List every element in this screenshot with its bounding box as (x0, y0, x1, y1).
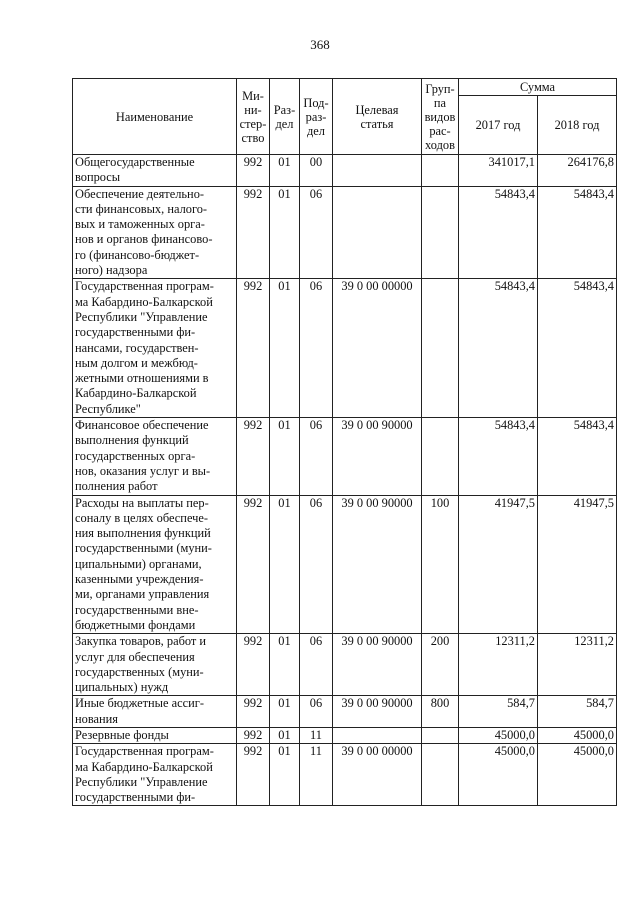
section-code: 01 (270, 696, 300, 728)
header-subsection: Под- раз- дел (300, 79, 333, 155)
row-name-line: нов, оказания услуг и вы- (75, 463, 211, 478)
row-name-line: Резервные фонды (75, 727, 169, 742)
subsection-code: 06 (300, 279, 333, 418)
row-name-line: полнения работ (75, 479, 158, 494)
amount-2018: 12311,2 (538, 634, 617, 696)
row-name-line: нов и органов финансово- (75, 232, 213, 247)
subsection-code: 06 (300, 495, 333, 634)
row-name-line: государственных (муни- (75, 664, 204, 679)
row-name-line: Закупка товаров, работ и (75, 634, 207, 649)
section-code: 01 (270, 495, 300, 634)
subsection-code: 11 (300, 727, 333, 743)
header-section: Раз- дел (270, 79, 300, 155)
amount-2017: 584,7 (459, 696, 538, 728)
section-code: 01 (270, 418, 300, 495)
ministry-code: 992 (237, 279, 270, 418)
ministry-code: 992 (237, 696, 270, 728)
amount-2018: 41947,5 (538, 495, 617, 634)
row-name-line: услуг для обеспечения (75, 649, 195, 664)
row-name-line: государственными вне- (75, 602, 199, 617)
ministry-code: 992 (237, 155, 270, 187)
row-name-line: вопросы (75, 170, 121, 185)
target-article: 39 0 00 90000 (333, 418, 422, 495)
subsection-code: 00 (300, 155, 333, 187)
row-name (73, 279, 237, 418)
row-name-line: государственными фи- (75, 325, 196, 340)
table-row (73, 744, 617, 806)
row-name-line: выполнения функций (75, 433, 189, 448)
row-name-line: Общегосударственные (75, 155, 195, 169)
row-name (73, 495, 237, 634)
subsection-code: 11 (300, 744, 333, 806)
table-row (73, 634, 617, 696)
subsection-code: 06 (300, 418, 333, 495)
row-name-line: ма Кабардино-Балкарской (75, 294, 213, 309)
amount-2018: 45000,0 (538, 727, 617, 743)
ministry-code: 992 (237, 744, 270, 806)
table-row (73, 186, 617, 279)
budget-table (72, 78, 617, 806)
amount-2018: 584,7 (538, 696, 617, 728)
subsection-code: 06 (300, 696, 333, 728)
header-target: Целевая статья (333, 79, 422, 155)
amount-2018: 45000,0 (538, 744, 617, 806)
header-group: Груп- па видов рас- ходов (422, 79, 459, 155)
amount-2017: 54843,4 (459, 279, 538, 418)
page-number: 368 (310, 37, 330, 52)
row-name-line: казенными учреждения- (75, 572, 204, 587)
row-name (73, 155, 237, 187)
expense-group (422, 155, 459, 187)
table-row (73, 495, 617, 634)
ministry-code: 992 (237, 727, 270, 743)
table-row (73, 155, 617, 187)
subsection-code: 06 (300, 634, 333, 696)
amount-2017: 45000,0 (459, 727, 538, 743)
row-name-line: ного) надзора (75, 263, 148, 278)
expense-group: 200 (422, 634, 459, 696)
row-name (73, 418, 237, 495)
section-code: 01 (270, 279, 300, 418)
row-name-line: Республике" (75, 401, 141, 416)
row-name (73, 634, 237, 696)
header-name: Наименование (73, 79, 237, 155)
row-name-line: ми, органами управления (75, 587, 210, 602)
expense-group (422, 279, 459, 418)
section-code: 01 (270, 186, 300, 279)
expense-group: 800 (422, 696, 459, 728)
subsection-code: 06 (300, 186, 333, 279)
amount-2017: 45000,0 (459, 744, 538, 806)
header-ministry: Ми- ни- стер- ство (237, 79, 270, 155)
row-name-line: Государственная програм- (75, 279, 214, 294)
row-name (73, 696, 237, 728)
row-name-line: Республики "Управление (75, 774, 208, 789)
target-article: 39 0 00 90000 (333, 495, 422, 634)
row-name-line: Иные бюджетные ассиг- (75, 696, 204, 711)
row-name-line: Кабардино-Балкарской (75, 386, 197, 401)
table-row (73, 696, 617, 728)
table-row (73, 418, 617, 495)
section-code: 01 (270, 744, 300, 806)
section-code: 01 (270, 634, 300, 696)
row-name-line: государственными (муни- (75, 541, 212, 556)
row-name-line: Республики "Управление (75, 309, 208, 324)
expense-group (422, 186, 459, 279)
row-name-line: вых и таможенных орга- (75, 217, 205, 232)
ministry-code: 992 (237, 634, 270, 696)
row-name-line: ципальных) нужд (75, 680, 169, 695)
target-article: 39 0 00 00000 (333, 744, 422, 806)
amount-2017: 54843,4 (459, 418, 538, 495)
amount-2018: 264176,8 (538, 155, 617, 187)
row-name-line: государственных орга- (75, 448, 196, 463)
table-row (73, 279, 617, 418)
row-name-line: ния выполнения функций (75, 526, 211, 541)
row-name-line: государственными фи- (75, 790, 196, 805)
row-name-line: соналу в целях обеспече- (75, 510, 208, 525)
amount-2017: 54843,4 (459, 186, 538, 279)
row-name-line: го (финансово-бюджет- (75, 247, 200, 262)
row-name-line: Финансовое обеспечение (75, 418, 209, 433)
section-code: 01 (270, 155, 300, 187)
row-name-line: жетными отношениями в (75, 371, 209, 386)
row-name-line: ма Кабардино-Балкарской (75, 759, 213, 774)
row-name (73, 186, 237, 279)
header-sum: Сумма (459, 79, 617, 96)
expense-group (422, 727, 459, 743)
amount-2018: 54843,4 (538, 279, 617, 418)
expense-group (422, 744, 459, 806)
row-name-line: нования (75, 711, 118, 726)
ministry-code: 992 (237, 186, 270, 279)
amount-2018: 54843,4 (538, 418, 617, 495)
amount-2017: 12311,2 (459, 634, 538, 696)
amount-2017: 341017,1 (459, 155, 538, 187)
header-year-2018: 2018 год (538, 96, 617, 155)
amount-2018: 54843,4 (538, 186, 617, 279)
row-name-line: ным долгом и межбюд- (75, 355, 198, 370)
expense-group: 100 (422, 495, 459, 634)
expense-group (422, 418, 459, 495)
ministry-code: 992 (237, 495, 270, 634)
row-name-line: ципальными) органами, (75, 556, 202, 571)
row-name (73, 744, 237, 806)
row-name-line: нансами, государствен- (75, 340, 199, 355)
row-name (73, 727, 237, 743)
target-article (333, 727, 422, 743)
amount-2017: 41947,5 (459, 495, 538, 634)
row-name-line: сти финансовых, налого- (75, 201, 208, 216)
row-name-line: бюджетными фондами (75, 617, 196, 632)
header-year-2017: 2017 год (459, 96, 538, 155)
target-article: 39 0 00 00000 (333, 279, 422, 418)
row-name-line: Обеспечение деятельно- (75, 186, 205, 201)
target-article: 39 0 00 90000 (333, 696, 422, 728)
target-article (333, 186, 422, 279)
target-article (333, 155, 422, 187)
table-row (73, 727, 617, 743)
row-name-line: Расходы на выплаты пер- (75, 495, 209, 510)
ministry-code: 992 (237, 418, 270, 495)
target-article: 39 0 00 90000 (333, 634, 422, 696)
row-name-line: Государственная програм- (75, 744, 214, 759)
section-code: 01 (270, 727, 300, 743)
